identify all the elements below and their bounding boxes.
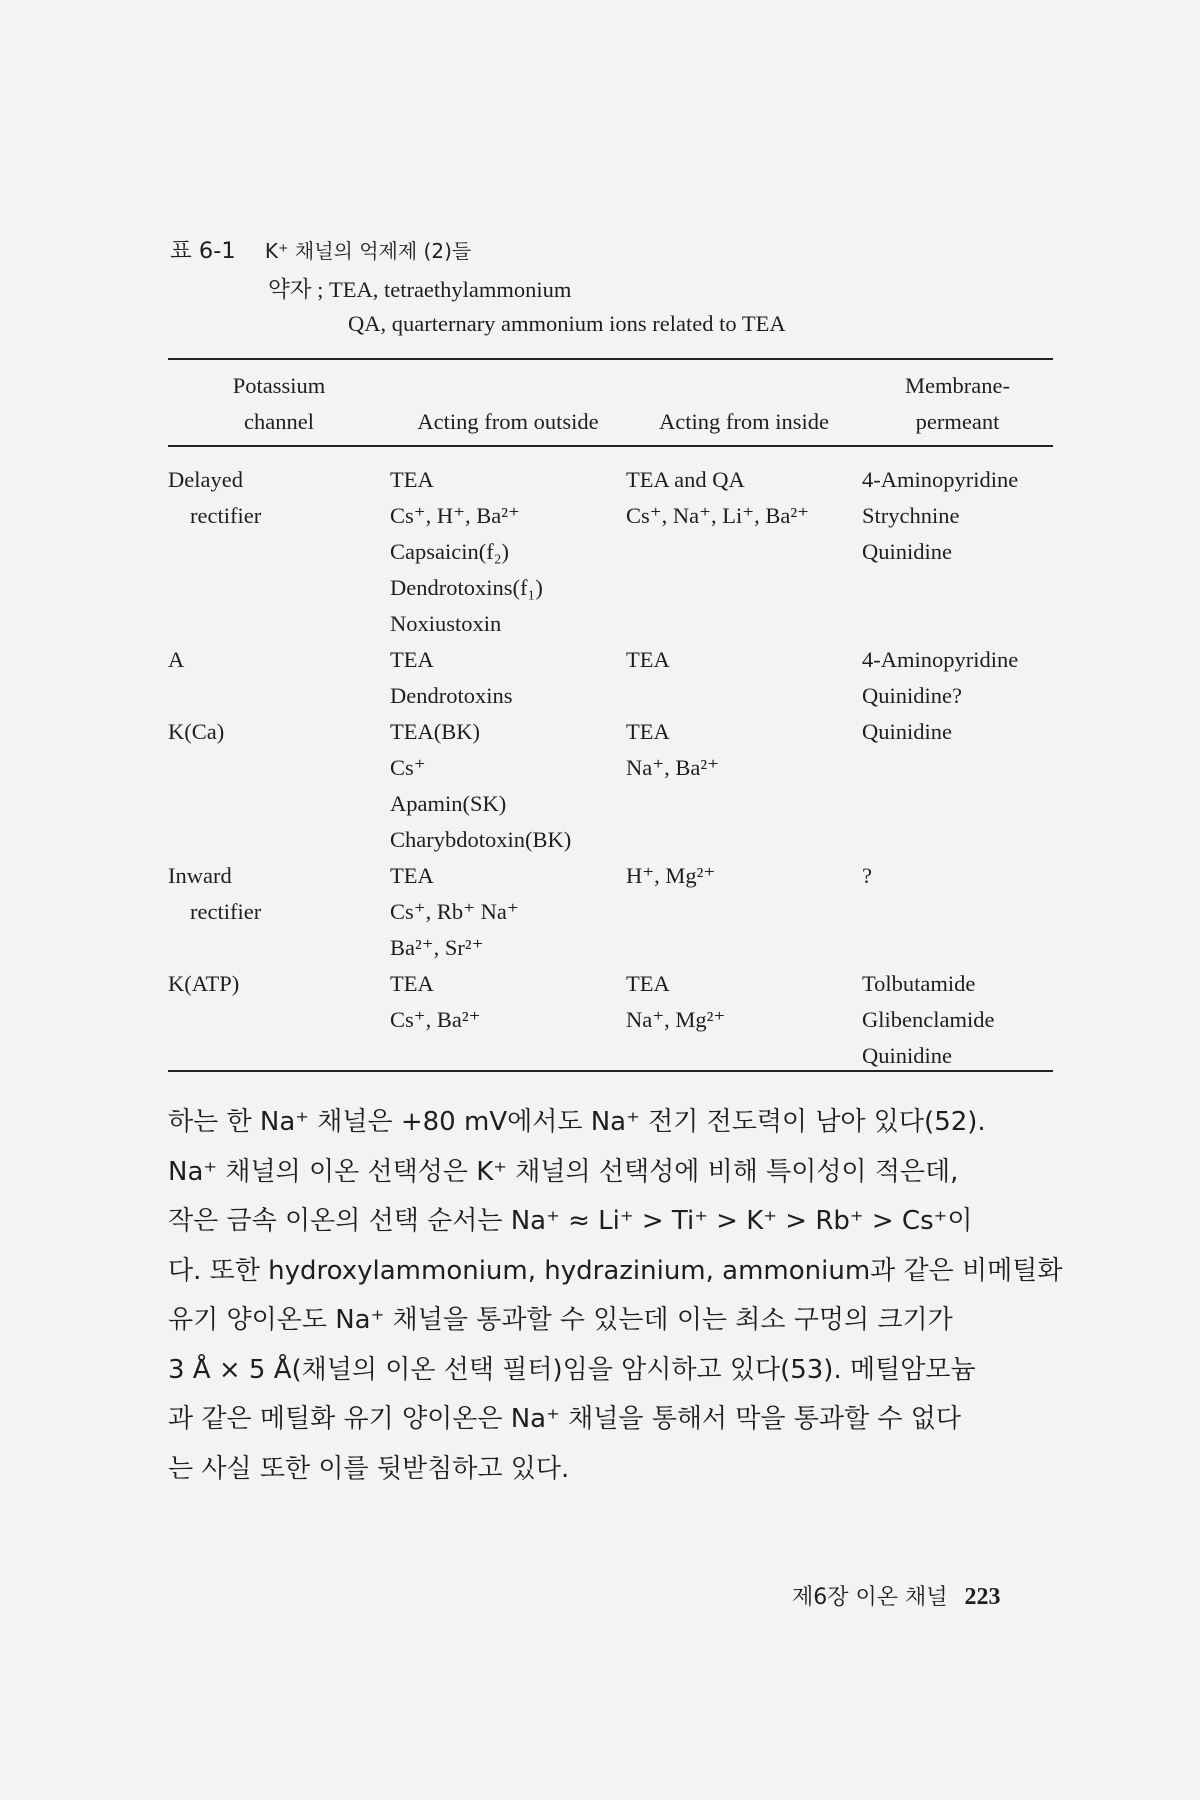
cell-line: Cs⁺ [390, 755, 426, 780]
cell-acting-outside [390, 462, 626, 642]
cell-channel [168, 462, 390, 642]
cell-line: Quinidine [862, 539, 952, 564]
cell-line: Charybdotoxin(BK) [390, 827, 572, 852]
cell-membrane-permeant [862, 858, 1053, 966]
cell-line: ? [862, 863, 872, 888]
text-line: 3 Å × 5 Å(채널의 이온 선택 필터)임을 암시하고 있다(53). 메틸암모늄 [168, 1354, 976, 1385]
cell-line: TEA(BK) [390, 719, 480, 744]
abbreviation-line-2: QA, quarternary ammonium ions related to TEA [348, 311, 786, 336]
cell-line: Dendrotoxins(f₁) [390, 575, 543, 600]
text-line: Na⁺ 채널의 이온 선택성은 K⁺ 채널의 선택성에 비해 특이성이 적은데, [168, 1156, 959, 1187]
cell-line: H⁺, Mg²⁺ [626, 863, 716, 888]
body-paragraph [168, 1098, 1063, 1494]
cell-line: Na⁺, Mg²⁺ [626, 1007, 726, 1032]
cell-line: Tolbutamide [862, 971, 976, 996]
text-line: 하는 한 Na⁺ 채널은 +80 mV에서도 Na⁺ 전기 전도력이 남아 있다(52). [168, 1107, 986, 1137]
table-top-rule [168, 358, 1053, 360]
table-body [168, 448, 1053, 1074]
cell-line: Apamin(SK) [390, 791, 507, 816]
cell-line: Quinidine? [862, 683, 962, 708]
text-line: 는 사실 또한 이를 뒷받침하고 있다. [168, 1453, 570, 1484]
cell-line: Delayed [168, 467, 243, 492]
cell-line: Cs⁺, Rb⁺ Na⁺ [390, 899, 519, 924]
text-line: 작은 금속 이온의 선택 순서는 Na⁺ ≈ Li⁺ > Ti⁺ > K⁺ > Rb⁺ > Cs⁺이 [168, 1206, 973, 1236]
cell-channel [168, 642, 390, 714]
cell-membrane-permeant [862, 642, 1053, 714]
cell-line: Inward [168, 863, 232, 888]
cell-line: TEA [390, 647, 434, 672]
cell-line: Dendrotoxins [390, 683, 513, 708]
cell-line: A [168, 647, 185, 672]
cell-acting-inside [626, 714, 862, 858]
header-acting-outside: Acting from outside [417, 409, 599, 434]
cell-line: rectifier [190, 503, 262, 528]
cell-acting-inside [626, 966, 862, 1074]
chapter-title: 제6장 이온 채널 [792, 1585, 948, 1610]
header-membrane-permeant: Membrane- permeant [905, 373, 1010, 434]
header-potassium-channel: Potassium channel [232, 373, 326, 434]
cell-line: Na⁺, Ba²⁺ [626, 755, 719, 780]
cell-line: TEA [626, 647, 670, 672]
text-line: 다. 또한 hydroxylammonium, hydrazinium, ammonium과 같은 비메틸화 [168, 1255, 1063, 1286]
cell-line: TEA [390, 467, 434, 492]
table-row [168, 642, 1053, 714]
header-acting-inside: Acting from inside [659, 409, 829, 434]
cell-line: K(Ca) [168, 719, 225, 744]
table-label: 표 6-1 [170, 238, 236, 264]
cell-line: K(ATP) [168, 971, 240, 996]
cell-channel [168, 966, 390, 1074]
table-row [168, 462, 1053, 642]
table-header-row [168, 368, 1053, 448]
table-row [168, 858, 1053, 966]
cell-membrane-permeant [862, 966, 1053, 1074]
cell-line: TEA [390, 863, 434, 888]
cell-line: Cs⁺, H⁺, Ba²⁺ [390, 503, 520, 528]
cell-line: Quinidine [862, 719, 952, 744]
cell-membrane-permeant [862, 714, 1053, 858]
cell-line: Ba²⁺, Sr²⁺ [390, 935, 484, 960]
text-line: 과 같은 메틸화 유기 양이온은 Na⁺ 채널을 통해서 막을 통과할 수 없다 [168, 1404, 962, 1434]
cell-acting-outside [390, 858, 626, 966]
cell-membrane-permeant [862, 462, 1053, 642]
cell-line: TEA [626, 719, 670, 744]
cell-line: Noxiustoxin [390, 611, 502, 636]
cell-line: TEA [390, 971, 434, 996]
text-line: 유기 양이온도 Na⁺ 채널을 통과할 수 있는데 이는 최소 구멍의 크기가 [168, 1305, 953, 1335]
inhibitor-table [168, 368, 1053, 1074]
cell-line: Glibenclamide [862, 1007, 995, 1032]
page-number: 223 [964, 1584, 1001, 1610]
cell-acting-outside [390, 714, 626, 858]
cell-channel [168, 858, 390, 966]
cell-line: rectifier [190, 899, 262, 924]
table-row [168, 966, 1053, 1074]
cell-channel [168, 714, 390, 858]
cell-line: Capsaicin(f₂) [390, 539, 510, 564]
cell-line: Cs⁺, Na⁺, Li⁺, Ba²⁺ [626, 503, 809, 528]
abbreviation-line-1: 약자 ; TEA, tetraethylammonium [268, 277, 572, 302]
cell-line: TEA [626, 971, 670, 996]
cell-line: 4-Aminopyridine [862, 467, 1019, 492]
table-row [168, 714, 1053, 858]
cell-line: Strychnine [862, 503, 960, 528]
cell-acting-outside [390, 966, 626, 1074]
cell-acting-inside [626, 642, 862, 714]
cell-line: Quinidine [862, 1043, 952, 1068]
table-caption [170, 233, 471, 265]
cell-line: TEA and QA [626, 467, 745, 492]
cell-line: 4-Aminopyridine [862, 647, 1019, 672]
cell-acting-inside [626, 858, 862, 966]
page-footer [792, 1580, 1001, 1611]
cell-acting-inside [626, 462, 862, 642]
table-title: K⁺ 채널의 억제제 (2)들 [264, 239, 472, 263]
cell-line: Cs⁺, Ba²⁺ [390, 1007, 481, 1032]
cell-acting-outside [390, 642, 626, 714]
